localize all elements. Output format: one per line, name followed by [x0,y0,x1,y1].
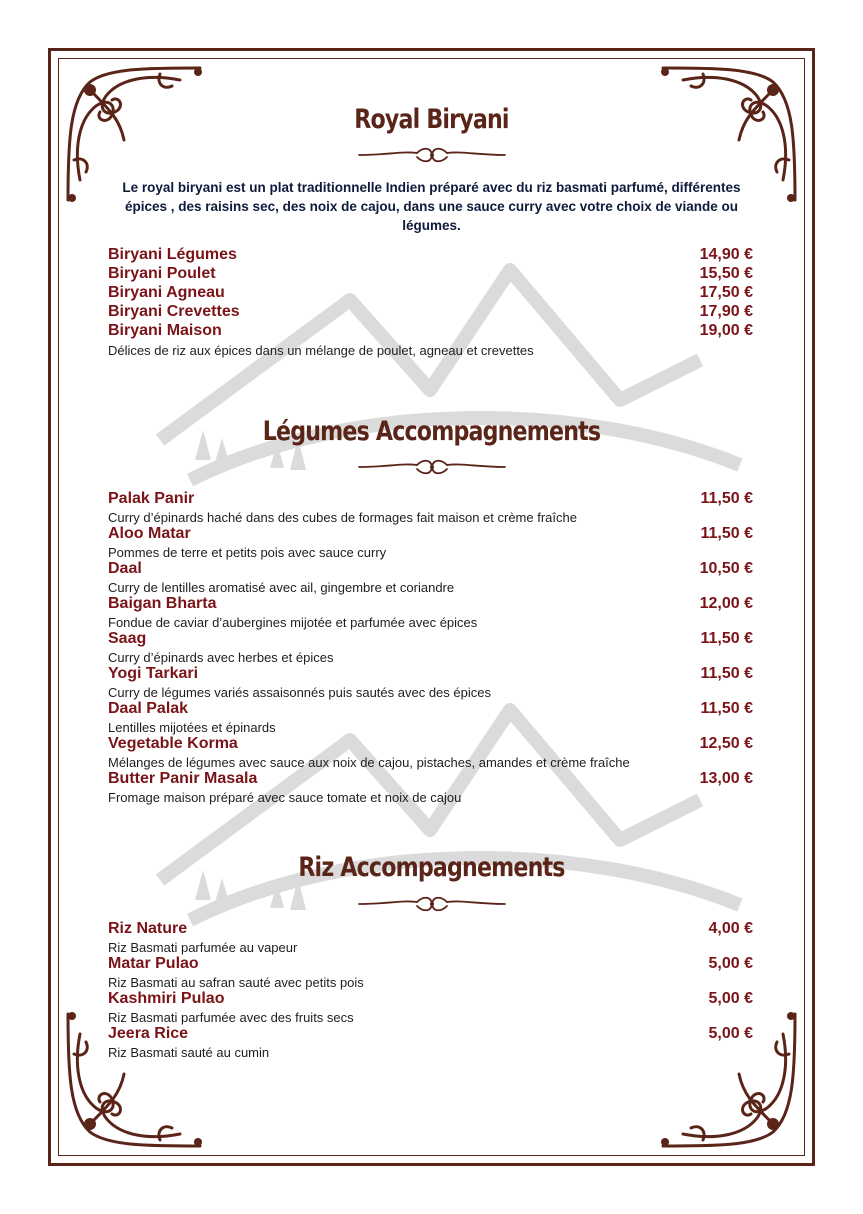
menu-item-price: 12,00 € [699,595,753,612]
menu-item-price: 5,00 € [708,1025,753,1042]
menu-item-description: Riz Basmati au safran sauté avec petits pois [108,975,364,990]
menu-item-name: Biryani Agneau [108,284,225,301]
menu-item-name: Butter Panir Masala [108,770,258,787]
section-title-legumes: Légumes Accompagnements [262,416,601,447]
menu-item-price: 13,00 € [699,770,753,787]
scroll-divider-icon [357,145,507,165]
menu-item-price: 11,50 € [700,525,753,542]
menu-item-description: Mélanges de légumes avec sauce aux noix de cajou, pistaches, amandes et crème fraîche [108,755,630,770]
menu-item-description: Riz Basmati parfumée avec des fruits secs [108,1010,354,1025]
menu-item-description: Lentilles mijotées et épinards [108,720,276,735]
menu-item-name: Daal [108,560,142,577]
menu-item-description: Curry de lentilles aromatisé avec ail, gingembre et coriandre [108,580,455,595]
menu-item-name: Matar Pulao [108,955,199,972]
section-title-royal-biryani: Royal Biryani [354,104,509,135]
menu-item-price: 17,50 € [699,284,753,301]
menu-item-price: 5,00 € [708,990,753,1007]
menu-item-price: 11,50 € [700,665,753,682]
menu-item-description: Délices de riz aux épices dans un mélange de poulet, agneau et crevettes [108,343,534,358]
menu-item-name: Palak Panir [108,490,195,507]
section-intro: Le royal biryani est un plat traditionnelle Indien préparé avec du riz basmati parfumé, différentes épices , des raisins sec, des noix de cajou, dans une sauce curry avec votre choix de viande ou légumes. [122,180,741,233]
menu-item-name: Yogi Tarkari [108,665,199,682]
menu-item-description: Riz Basmati parfumée au vapeur [108,940,298,955]
menu-item-description: Fromage maison préparé avec sauce tomate et noix de cajou [108,790,462,805]
menu-item-name: Baigan Bharta [108,595,217,612]
scroll-divider-icon [357,457,507,477]
menu-item-price: 11,50 € [700,700,753,717]
menu-item-name: Aloo Matar [108,525,191,542]
section-title-riz: Riz Accompagnements [298,852,565,883]
menu-item-name: Kashmiri Pulao [108,990,225,1007]
menu-item-description: Curry d’épinards avec herbes et épices [108,650,334,665]
menu-item-price: 12,50 € [699,735,753,752]
menu-item-price: 11,50 € [700,490,753,507]
menu-item-name: Jeera Rice [108,1025,189,1042]
menu-item-price: 17,90 € [699,303,753,320]
menu-item-price: 19,00 € [699,322,753,339]
menu-item-price: 4,00 € [708,920,753,937]
menu-item-description: Curry d’épinards haché dans des cubes de formages fait maison et crème fraîche [108,510,577,525]
menu-item-price: 15,50 € [699,265,753,282]
menu-item-name: Saag [108,630,147,647]
scroll-divider-icon [357,894,507,914]
menu-item-description: Curry de légumes variés assaisonnés puis sautés avec des épices [108,685,491,700]
menu-item-price: 11,50 € [700,630,753,647]
menu-item-name: Biryani Crevettes [108,303,240,320]
menu-item-name: Biryani Maison [108,322,222,339]
menu-item-name: Riz Nature [108,920,188,937]
menu-item-price: 14,90 € [699,246,753,263]
menu-item-name: Daal Palak [108,700,189,717]
menu-item-description: Riz Basmati sauté au cumin [108,1045,270,1060]
menu-item-name: Vegetable Korma [108,735,238,752]
menu-item-price: 5,00 € [708,955,753,972]
menu-item-name: Biryani Poulet [108,265,216,282]
menu-item-price: 10,50 € [699,560,753,577]
menu-item-description: Fondue de caviar d’aubergines mijotée et parfumée avec épices [108,615,478,630]
menu-item-name: Biryani Légumes [108,246,237,263]
menu-item-description: Pommes de terre et petits pois avec sauce curry [108,545,387,560]
